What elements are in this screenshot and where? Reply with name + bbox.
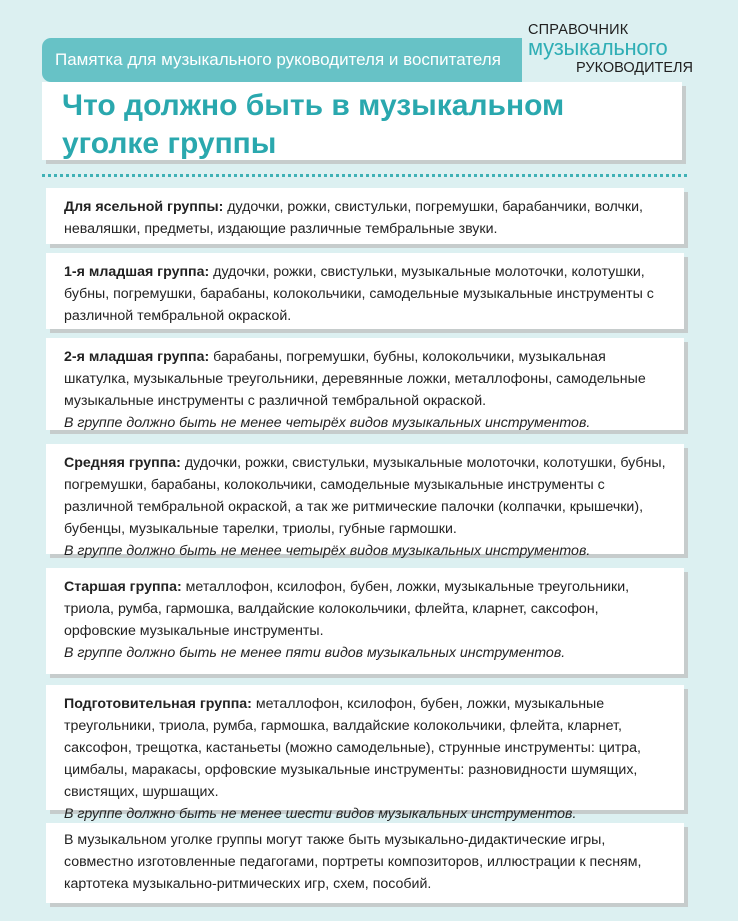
- logo-line-3: РУКОВОДИТЕЛЯ: [576, 60, 694, 76]
- section-text: дудочки, рожки, свистульки, погремушки, барабанчики, волчки, неваляшки, предметы, издающие различные тембральные звуки.: [64, 199, 643, 237]
- footer-card: [46, 823, 684, 903]
- page-title: Что должно быть в музыкальном уголке группы: [62, 89, 565, 160]
- section-text: металлофон, ксилофон, бубен, ложки, музыкальные треугольники, триола, румба, гармошка, валдайские колокольчики, флейта, кларнет, саксофон, трещотка, кастаньеты (можно самодельные), струнные инструменты: цитра, цимбалы, маракасы, орфовские музыкальные инструменты: разновидности шумящих, свистящих, шуршащих.: [64, 696, 641, 800]
- section-card-middle: [46, 444, 684, 559]
- section-card-nursery: [46, 188, 684, 244]
- section-heading: Старшая группа:: [64, 579, 182, 595]
- section-card-junior-2: [46, 338, 684, 430]
- section-body: [64, 452, 670, 540]
- section-heading: 1-я младшая группа:: [64, 264, 210, 280]
- section-note: В группе должно быть не менее четырёх видов музыкальных инструментов.: [64, 415, 591, 431]
- section-heading: Средняя группа:: [64, 455, 181, 471]
- logo-line-2: музыкального: [528, 35, 668, 60]
- section-text: барабаны, погремушки, бубны, колокольчики, музыкальная шкатулка, музыкальные треугольники, деревянные ложки, металлофоны, самодельные музыкальные инструменты с различной тембральной окраской.: [64, 349, 646, 409]
- title-card: [42, 82, 682, 160]
- section-text: дудочки, рожки, свистульки, музыкальные молоточки, колотушки, бубны, погремушки, барабаны, колокольчики, самодельные музыкальные инструменты с различной тембральной окраской.: [64, 264, 654, 324]
- section-card-preparatory: [46, 685, 684, 822]
- publication-logo: [522, 22, 692, 80]
- section-card-senior: [46, 568, 684, 674]
- section-note: В группе должно быть не менее пяти видов музыкальных инструментов.: [64, 645, 566, 661]
- section-text: дудочки, рожки, свистульки, музыкальные молоточки, колотушки, бубны, погремушки, барабаны, колокольчики, самодельные музыкальные инструменты с различной тембральной окраской, а так же ритмические палочки (колпачки, крышечки), бубенцы, музыкальные тарелки, триолы, губные гармошки.: [64, 455, 666, 537]
- section-body: [64, 196, 670, 240]
- section-card-junior-1: [46, 253, 684, 329]
- header-banner-text: Памятка для музыкального руководителя и воспитателя: [55, 50, 501, 69]
- section-heading: Для ясельной группы:: [64, 199, 224, 215]
- footer-text: В музыкальном уголке группы могут также быть музыкально-дидактические игры, совместно изготовленные педагогами, портреты композиторов, иллюстрации к песням, картотека музыкально-ритмических игр, схем, пособий.: [64, 832, 642, 892]
- section-body: [64, 346, 670, 412]
- section-heading: 2-я младшая группа:: [64, 349, 210, 365]
- logo-line-1: СПРАВОЧНИК: [528, 22, 629, 38]
- section-body: [64, 576, 670, 642]
- section-text: металлофон, ксилофон, бубен, ложки, музыкальные треугольники, триола, румба, гармошка, валдайские колокольчики, флейта, кларнет, саксофон, орфовские музыкальные инструменты.: [64, 579, 630, 639]
- header-banner: [42, 38, 522, 82]
- section-note: В группе должно быть не менее четырёх видов музыкальных инструментов.: [64, 543, 591, 559]
- section-body: [64, 261, 670, 327]
- section-note: В группе должно быть не менее шести видов музыкальных инструментов.: [64, 806, 577, 822]
- section-heading: Подготовительная группа:: [64, 696, 252, 712]
- dotted-divider: [42, 174, 687, 177]
- section-body: [64, 693, 670, 803]
